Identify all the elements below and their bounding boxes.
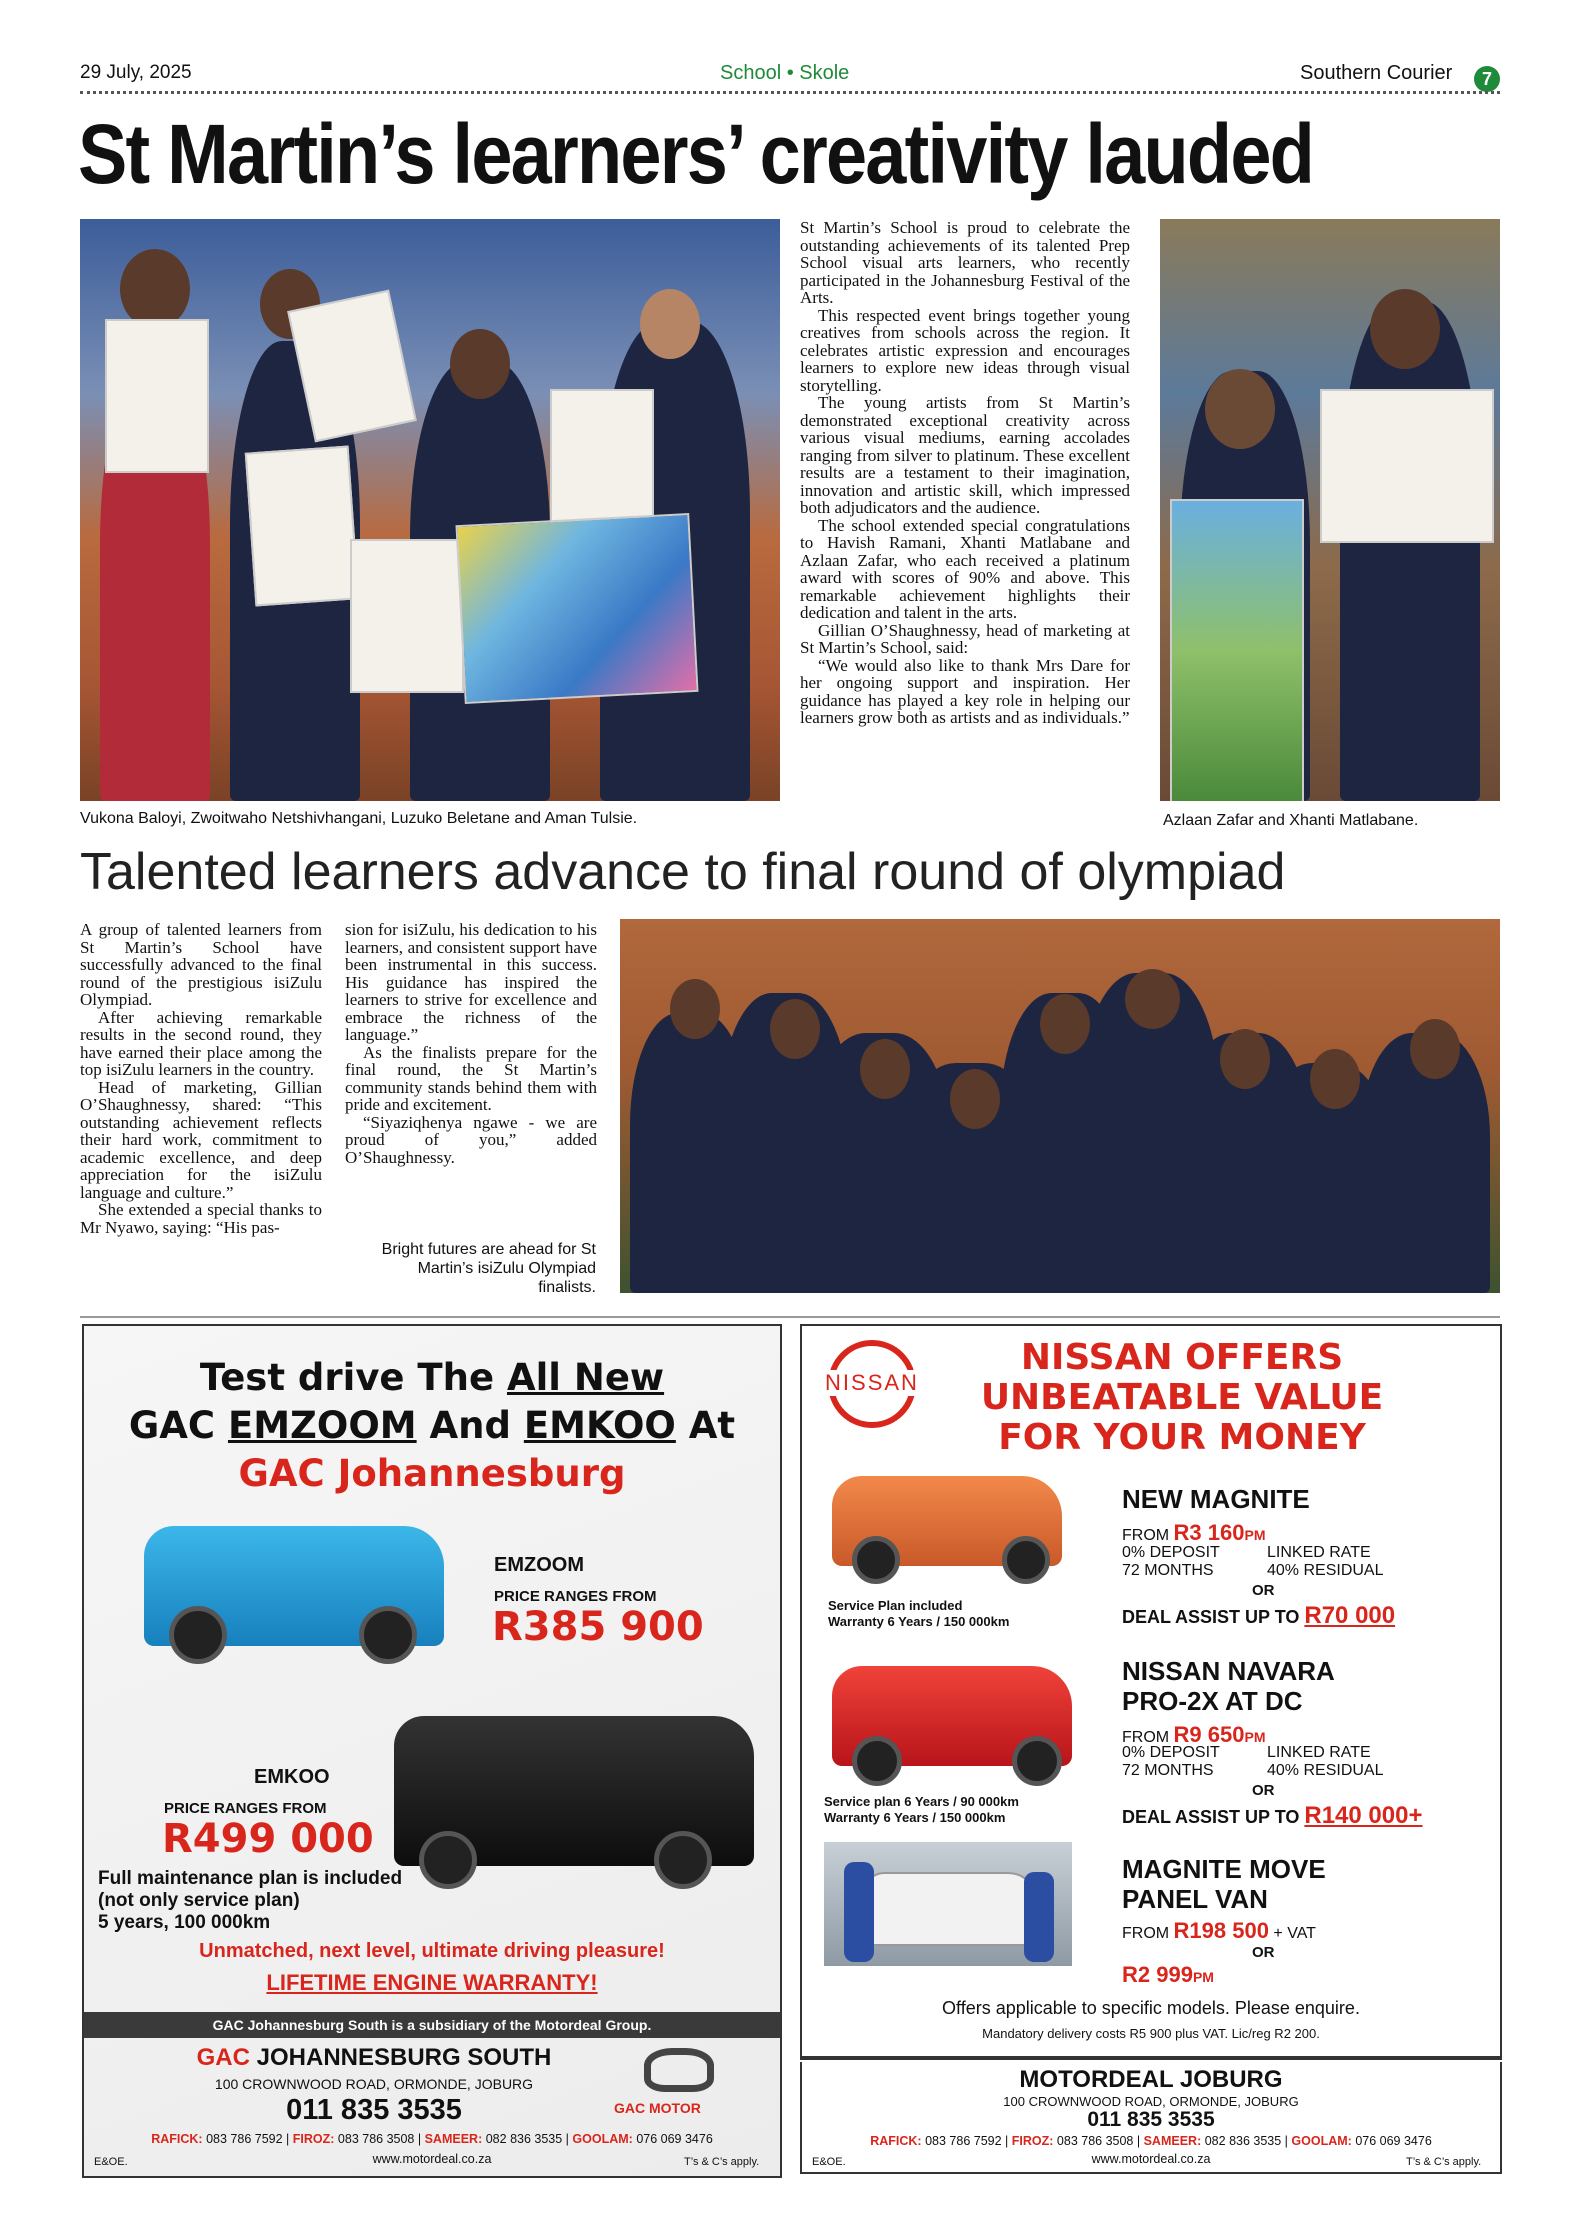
arts-photo-left (80, 219, 780, 801)
article2-paragraph: A group of talented learners from St Martin’s School have successfully advanced to the final round of the prestigious isiZulu Olympiad. (80, 920, 322, 1009)
motordeal-name: MOTORDEAL JOBURG (1019, 2066, 1283, 2093)
gac-website[interactable]: www.motordeal.co.za (372, 2152, 492, 2166)
article1-paragraph: “We would also like to thank Mrs Dare for her ongoing support and inspiration. Her guidance has played a key role in helping our learners grow both as artists and as individuals.” (800, 655, 1130, 727)
magnite-title: NEW MAGNITE (1122, 1484, 1310, 1514)
nissan-advertisement (800, 1324, 1502, 2058)
subsidiary-banner: GAC Johannesburg South is a subsidiary of the Motordeal Group. (84, 2012, 780, 2038)
emkoo-label: EMKOO (254, 1766, 330, 1788)
panel-van-price-line: FROM R198 500 + VAT (1122, 1918, 1316, 1943)
magnite-price-line: FROM R3 160PM (1122, 1520, 1266, 1545)
photo-caption-left: Vukona Baloyi, Zwoitwaho Netshivhangani, Luzuko Beletane and Aman Tulsie. (80, 810, 638, 827)
article2-paragraph: As the finalists prepare for the final round, the St Martin’s community stands behind them with pride and excitement. (345, 1042, 597, 1114)
magnite-or: OR (1252, 1582, 1275, 1599)
article2-paragraph: “Siyaziqhenya ngawe - we are proud of you,” added O’Shaughnessy. (345, 1112, 597, 1167)
gac-advertisement (82, 1324, 782, 2178)
magnite-wheel (1002, 1536, 1050, 1584)
emzoom-label: EMZOOM (494, 1554, 584, 1576)
gac-tagline: Unmatched, next level, ultimate driving pleasure! (199, 1940, 665, 1962)
motordeal-terms: T’s & C’s apply. (1406, 2156, 1482, 2168)
motordeal-address: 100 CROWNWOOD ROAD, ORMONDE, JOBURG (1003, 2094, 1299, 2109)
magnite-wheel (852, 1536, 900, 1584)
gac-headline-line2: GAC EMZOOM And EMKOO At (128, 1404, 736, 1447)
arts-photo-right (1160, 219, 1500, 801)
motordeal-eoe: E&OE. (812, 2156, 846, 2168)
motordeal-contacts: RAFICK: 083 786 7592 | FIROZ: 083 786 3508 | SAMEER: 082 836 3535 | GOOLAM: 076 069 3476 (870, 2134, 1432, 2148)
navara-wheel (852, 1736, 902, 1786)
gac-phone: 011 835 3535 (286, 2094, 462, 2126)
nissan-logo-text: NISSAN (818, 1370, 926, 1396)
magnite-deal-assist: DEAL ASSIST UP TO R70 000 (1122, 1602, 1396, 1629)
page-number: 7 (1474, 66, 1500, 92)
article2-column-1 (80, 921, 322, 1236)
article1-paragraph: St Martin’s School is proud to celebrate the outstanding achievements of its talented Prep School visual arts learners, who recently participated in the Johannesburg Festival of the Arts. (800, 218, 1130, 307)
header-rule (80, 91, 1500, 98)
photo-caption-right: Azlaan Zafar and Xhanti Matlabane. (1163, 812, 1419, 829)
nissan-delivery-note: Mandatory delivery costs R5 900 plus VAT. Lic/reg R2 200. (982, 2026, 1320, 2041)
article1-paragraph: Gillian O’Shaughnessy, head of marketing at St Martin’s School, said: (800, 620, 1130, 657)
engine-warranty: LIFETIME ENGINE WARRANTY! (266, 1970, 598, 1995)
section-label: School • Skole (720, 62, 850, 84)
gac-headline-line1: Test drive The All New (199, 1356, 665, 1399)
olympiad-group-photo (620, 919, 1500, 1293)
emkoo-wheel (419, 1831, 477, 1889)
navara-service: Service plan 6 Years / 90 000km Warranty 6 Years / 150 000km (824, 1794, 1019, 1825)
gac-dealer-name: GAC JOHANNESBURG SOUTH (196, 2044, 552, 2071)
motordeal-website[interactable]: www.motordeal.co.za (1091, 2152, 1211, 2166)
emkoo-wheel (654, 1831, 712, 1889)
magnite-service: Service Plan included Warranty 6 Years / 150 000km (828, 1598, 1010, 1629)
emzoom-wheel (169, 1606, 227, 1664)
article1-body (800, 219, 1130, 727)
emzoom-price-label: PRICE RANGES FROM (494, 1588, 657, 1605)
emzoom-wheel (359, 1606, 417, 1664)
maintenance-plan-text: Full maintenance plan is included (not only service plan) 5 years, 100 000km (98, 1868, 403, 1933)
main-headline: St Martin’s learners’ creativity lauded (78, 107, 1314, 201)
article2-paragraph: sion for isiZulu, his dedication to his learners, and consistent support have been instrumental in this success. His guidance has inspired the learners to strive for excellence and embrace the richness of the language.” (345, 920, 597, 1044)
article2-paragraph: After achieving remarkable results in the second round, they have earned their place among the top isiZulu learners in the country. (80, 1007, 322, 1079)
newspaper-name: Southern Courier (1300, 62, 1453, 84)
navara-price-line: FROM R9 650PM (1122, 1722, 1266, 1747)
secondary-headline: Talented learners advance to final round of olympiad (80, 843, 1286, 901)
gac-headline-line3: GAC Johannesburg (238, 1452, 626, 1495)
emzoom-price: R385 900 (492, 1604, 704, 1650)
navara-or: OR (1252, 1782, 1275, 1799)
nissan-headline: NISSAN OFFERS UNBEATABLE VALUE FOR YOUR MONEY (980, 1337, 1384, 1458)
navara-title: NISSAN NAVARA PRO-2X AT DC (1122, 1656, 1335, 1716)
navara-terms: 0% DEPOSIT LINKED RATE 72 MONTHS 40% RESIDUAL (1122, 1744, 1384, 1779)
gac-logo-text: GAC MOTOR (614, 2100, 701, 2116)
panel-van-or: OR (1252, 1944, 1275, 1961)
emkoo-price-label: PRICE RANGES FROM (164, 1800, 327, 1817)
motordeal-phone: 011 835 3535 (1087, 2108, 1215, 2131)
panel-van-monthly: R2 999PM (1122, 1962, 1214, 1987)
olympiad-caption: Bright futures are ahead for St Martin’s isiZulu Olympiad finalists. (381, 1241, 596, 1296)
emkoo-price: R499 000 (162, 1816, 374, 1862)
article2-column-2 (345, 921, 597, 1166)
article1-paragraph: The young artists from St Martin’s demonstrated exceptional creativity across various visual mediums, earning accolades ranging from silver to platinum. These excellent results are a testament to their imagination, innovation and artistic skill, which impressed both adjudicators and the audience. (800, 393, 1130, 517)
gac-eoe: E&OE. (94, 2156, 128, 2168)
panel-van-image (824, 1842, 1072, 1966)
gac-address: 100 CROWNWOOD ROAD, ORMONDE, JOBURG (214, 2076, 534, 2092)
panel-van-title: MAGNITE MOVE PANEL VAN (1122, 1854, 1326, 1914)
magnite-terms: 0% DEPOSIT LINKED RATE 72 MONTHS 40% RESIDUAL (1122, 1544, 1384, 1579)
motordeal-footer (800, 2062, 1502, 2174)
nissan-offers-note: Offers applicable to specific models. Please enquire. (942, 1998, 1360, 2018)
article2-paragraph: Head of marketing, Gillian O’Shaughnessy, shared: “This outstanding achievement reflects their hard work, commitment to academic excellence, and deep appreciation for the isiZulu language and culture.” (80, 1077, 322, 1202)
motordeal-divider (800, 2058, 1502, 2060)
article1-paragraph: This respected event brings together young creatives from schools across the region. It celebrates artistic expression and encourages learners to explore new ideas through visual storytelling. (800, 305, 1130, 395)
gac-contacts: RAFICK: 083 786 7592 | FIROZ: 083 786 3508 | SAMEER: 082 836 3535 | GOOLAM: 076 069 3476 (151, 2132, 713, 2146)
article2-paragraph: She extended a special thanks to Mr Nyawo, saying: “His pas- (80, 1200, 322, 1237)
ad-divider (80, 1316, 1500, 1318)
gac-terms: T’s & C’s apply. (684, 2156, 760, 2168)
article1-paragraph: The school extended special congratulations to Havish Ramani, Xhanti Matlabane and Azlaan Zafar, who each received a platinum award with scores of 90% and above. This remarkable achievement highlights their dedication and talent in the arts. (800, 515, 1130, 622)
navara-wheel (1012, 1736, 1062, 1786)
issue-date: 29 July, 2025 (80, 62, 192, 83)
gac-logo (644, 2048, 714, 2092)
navara-deal-assist: DEAL ASSIST UP TO R140 000+ (1122, 1802, 1423, 1829)
